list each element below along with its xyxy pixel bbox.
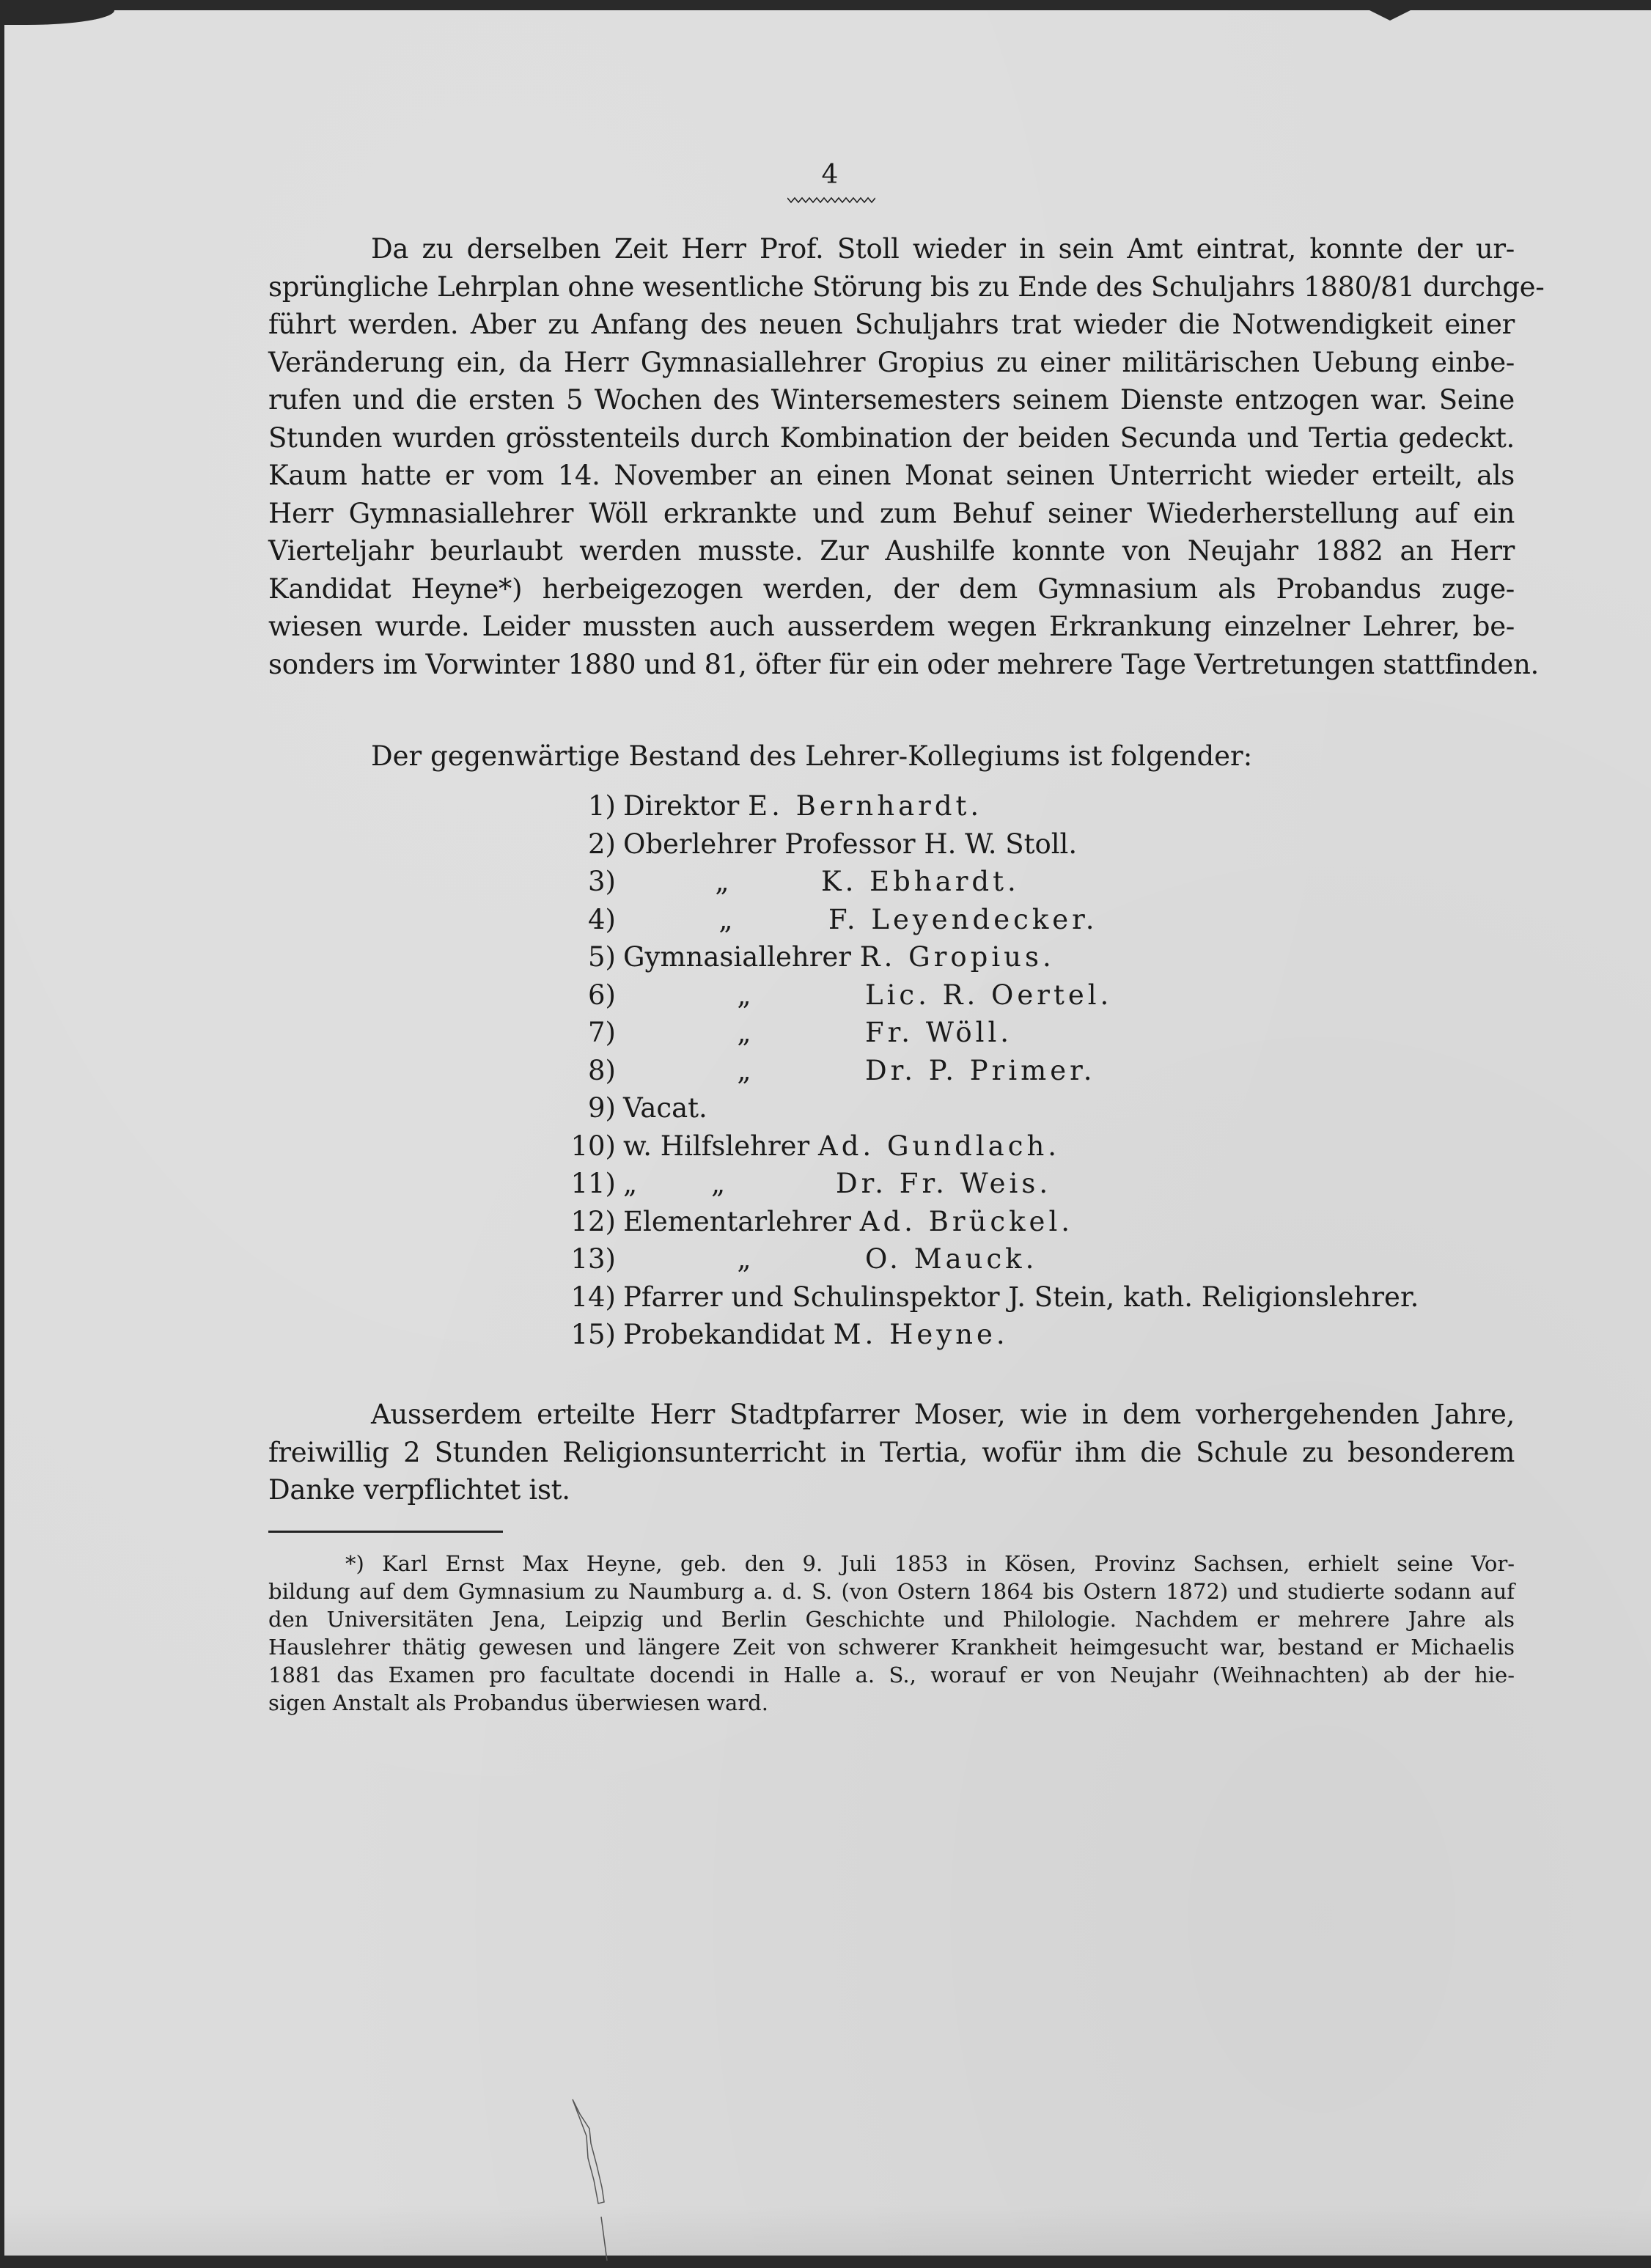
- list-item: [562, 825, 1419, 864]
- scanned-page: [4, 10, 1651, 2256]
- item-number: 2): [588, 828, 616, 860]
- ditto-mark: „: [737, 1243, 751, 1275]
- item-number: 3): [588, 866, 616, 897]
- list-item: [562, 1203, 1419, 1241]
- item-number: 6): [588, 979, 616, 1011]
- staff-name: M. Heyne.: [833, 1319, 1009, 1350]
- list-item: [562, 787, 1419, 825]
- text-line: Kandidat Heyne*) herbeigezogen werden, der dem Gymnasium als Probandus zuge-: [268, 572, 1515, 605]
- ditto-mark: „: [737, 979, 751, 1011]
- item-number: 8): [588, 1054, 616, 1086]
- list-item: [562, 1165, 1419, 1203]
- footnote-line: bildung auf dem Gymnasium zu Naumburg a. d. S. (von Ostern 1864 bis Ostern 1872) und studierte sodann auf: [268, 1579, 1515, 1604]
- footnote-line: Hauslehrer thätig gewesen und längere Zeit von schwerer Krankheit heimgesucht war, bestand er Michaelis: [268, 1635, 1515, 1660]
- staff-name: K. Ebhardt.: [821, 866, 1020, 897]
- text-line: rufen und die ersten 5 Wochen des Wintersemesters seinem Dienste entzogen war. Seine: [268, 384, 1515, 416]
- text-line: Danke verpflichtet ist.: [268, 1474, 570, 1506]
- staff-name: R. Gropius.: [859, 941, 1055, 973]
- staff-name: J. Stein, kath. Religionslehrer.: [1008, 1281, 1419, 1313]
- wavy-rule-ornament-icon: [787, 196, 875, 204]
- list-item: [562, 863, 1419, 901]
- text-line: führt werden. Aber zu Anfang des neuen Schuljahrs trat wieder die Notwendigkeit einer: [268, 309, 1515, 340]
- paragraph-staff-changes: [268, 230, 1545, 683]
- staff-name: Ad. Brückel.: [859, 1205, 1074, 1237]
- ditto-mark: „: [623, 1168, 638, 1199]
- footnote-line: *) Karl Ernst Max Heyne, geb. den 9. Juli 1853 in Kösen, Provinz Sachsen, erhielt seine Vor-: [345, 1551, 1515, 1576]
- item-number: 10): [570, 1130, 616, 1162]
- item-number: 11): [570, 1168, 616, 1199]
- staff-list-intro: Der gegenwärtige Bestand des Lehrer-Kollegiums ist folgender:: [371, 740, 1253, 772]
- ditto-mark: „: [711, 1168, 726, 1199]
- text-line: Kaum hatte er vom 14. November an einen Monat seinen Unterricht wieder erteilt, als: [268, 460, 1515, 491]
- list-item: [562, 938, 1419, 976]
- item-number: 13): [570, 1243, 616, 1275]
- staff-name: F. Leyendecker.: [828, 903, 1098, 935]
- text-line: Vierteljahr beurlaubt werden musste. Zur Aushilfe konnte von Neujahr 1882 an Herr: [268, 535, 1515, 567]
- list-item: [562, 1127, 1419, 1166]
- list-item: [562, 1052, 1419, 1090]
- text-line: freiwillig 2 Stunden Religionsunterricht in Tertia, wofür ihm die Schule zu besonderem: [268, 1436, 1515, 1468]
- ditto-mark: „: [715, 866, 729, 897]
- staff-name: Ad. Gundlach.: [818, 1130, 1061, 1162]
- text-line: wiesen wurde. Leider mussten auch ausserdem wegen Erkrankung einzelner Lehrer, be-: [268, 611, 1515, 642]
- staff-title: Vacat.: [623, 1092, 707, 1124]
- item-number: 14): [570, 1281, 616, 1313]
- staff-title: Gymnasiallehrer: [623, 941, 851, 973]
- text-line: Da zu derselben Zeit Herr Prof. Stoll wieder in sein Amt eintrat, konnte der ur-: [371, 233, 1515, 265]
- staff-name: Fr. Wöll.: [865, 1017, 1013, 1048]
- footnote-line: 1881 das Examen pro facultate docendi in Halle a. S., worauf er von Neujahr (Weihnachten) ab der hie-: [268, 1663, 1515, 1687]
- text-line: sprüngliche Lehrplan ohne wesentliche Störung bis zu Ende des Schuljahrs 1880/81 durchge-: [268, 270, 1545, 303]
- ditto-mark: „: [718, 903, 733, 935]
- ditto-mark: „: [737, 1017, 751, 1048]
- staff-title: w. Hilfslehrer: [623, 1130, 810, 1162]
- text-line: Stunden wurden grösstenteils durch Kombination der beiden Secunda und Tertia gedeckt.: [268, 421, 1515, 454]
- footnote-line: den Universitäten Jena, Leipzig und Berlin Geschichte und Philologie. Nachdem er mehrere Jahre als: [268, 1607, 1515, 1632]
- staff-name: Dr. P. Primer.: [865, 1054, 1096, 1086]
- item-number: 9): [588, 1092, 616, 1124]
- ditto-mark: „: [737, 1054, 751, 1086]
- page-number: 4: [821, 160, 839, 190]
- staff-name: Lic. R. Oertel.: [865, 979, 1113, 1011]
- footnote-line: sigen Anstalt als Probandus überwiesen ward.: [268, 1690, 768, 1715]
- staff-name: Dr. Fr. Weis.: [836, 1168, 1052, 1199]
- staff-list: [562, 787, 1419, 1354]
- text-line: Veränderung ein, da Herr Gymnasiallehrer Gropius zu einer militärischen Uebung einbe-: [268, 346, 1515, 378]
- list-item: [562, 976, 1419, 1015]
- staff-name: H. W. Stoll.: [924, 828, 1078, 860]
- list-item: [562, 1278, 1419, 1317]
- item-number: 12): [570, 1205, 616, 1237]
- footnote-divider: [268, 1531, 503, 1533]
- staff-title: Elementarlehrer: [623, 1205, 851, 1237]
- item-number: 5): [588, 941, 616, 973]
- text-line: sonders im Vorwinter 1880 und 81, öfter für ein oder mehrere Tage Vertretungen stattfinden.: [268, 648, 1539, 680]
- staff-title: Direktor: [623, 790, 740, 822]
- staff-title: Pfarrer und Schulinspektor: [623, 1281, 1000, 1313]
- torn-notch-top-right: [1369, 10, 1411, 21]
- torn-corner-top-left: [4, 10, 114, 25]
- list-item: [562, 1240, 1419, 1278]
- paragraph-moser: [268, 1396, 1515, 1509]
- item-number: 4): [588, 903, 616, 935]
- staff-title: Oberlehrer Professor: [623, 828, 916, 860]
- text-line: Herr Gymnasiallehrer Wöll erkrankte und zum Behuf seiner Wiederherstellung auf ein: [268, 497, 1515, 529]
- item-number: 1): [588, 790, 616, 822]
- page-bottom-shadow: [4, 2204, 1651, 2256]
- staff-title: Probekandidat: [623, 1319, 825, 1350]
- item-number: 15): [570, 1319, 616, 1350]
- footnote-heyne: [268, 1550, 1515, 1717]
- list-item: [562, 901, 1419, 939]
- list-item: [562, 1014, 1419, 1052]
- item-number: 7): [588, 1017, 616, 1048]
- text-line: Ausserdem erteilte Herr Stadtpfarrer Moser, wie in dem vorhergehenden Jahre,: [371, 1399, 1515, 1430]
- staff-name: O. Mauck.: [865, 1243, 1038, 1275]
- staff-name: E. Bernhardt.: [748, 790, 983, 822]
- list-item: [562, 1316, 1419, 1354]
- list-item: [562, 1089, 1419, 1127]
